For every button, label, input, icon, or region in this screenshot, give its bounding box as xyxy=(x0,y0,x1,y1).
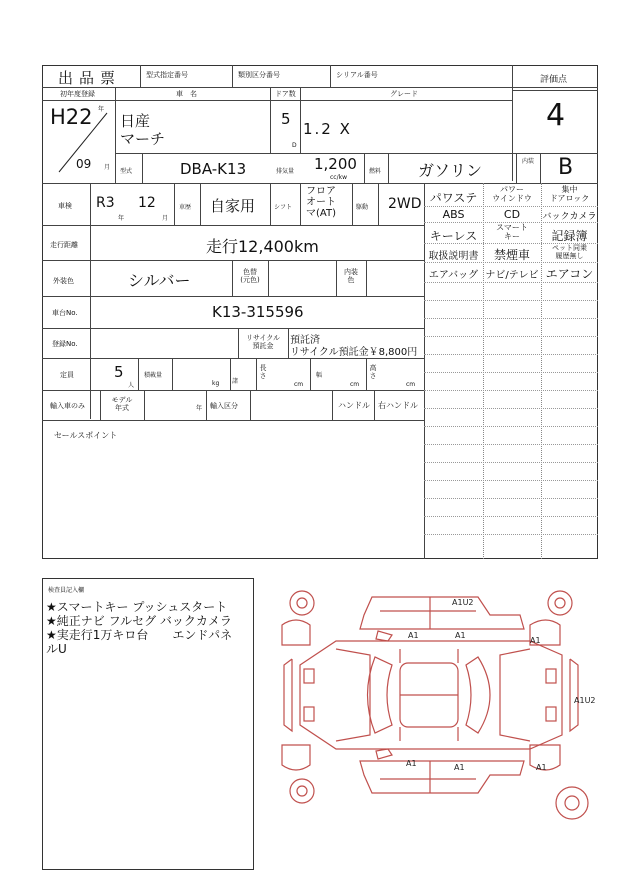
load-label: 積載量 xyxy=(144,372,163,379)
sales-point-label: セールスポイント xyxy=(54,431,118,440)
option-abs: ABS xyxy=(442,208,465,221)
inspector-note-3: ★実走行1万キロ台 エンドパネ xyxy=(46,628,233,642)
doors-label: ドア数 xyxy=(275,90,296,98)
damage-mark-5: A1U2 xyxy=(574,696,596,705)
height-unit: cm xyxy=(406,381,416,388)
grade-value: 1.2 X xyxy=(303,120,352,138)
import-category-label: 輸入区分 xyxy=(210,402,238,410)
option-no-pets: ペット同乗 履歴無し xyxy=(552,244,587,260)
model-code-label: 型式 xyxy=(120,168,133,175)
category-number-label: 類別区分番号 xyxy=(238,71,280,79)
option-power-window: パワー ウインドウ xyxy=(492,185,532,203)
exterior-color-label: 外装色 xyxy=(53,277,74,285)
registration-label: 登録No. xyxy=(52,340,78,348)
first-reg-era: H22 xyxy=(50,105,93,129)
model-year-unit: 年 xyxy=(196,405,203,412)
displacement-unit: cc/kw xyxy=(330,174,348,181)
damage-mark-6: A1 xyxy=(406,759,417,768)
height-label: 高 さ xyxy=(369,364,377,380)
usage-label: 車歴 xyxy=(179,204,192,211)
mileage-label: 走行距離 xyxy=(50,241,78,249)
car-maker: 日産 xyxy=(120,112,151,130)
interior-color-label: 内装 色 xyxy=(344,268,358,284)
handle-label: ハンドル xyxy=(338,401,370,410)
inspection-label: 車検 xyxy=(58,202,72,210)
first-reg-year-unit: 年 xyxy=(98,106,105,113)
damage-mark-2: A1 xyxy=(408,631,419,640)
interior-value: B xyxy=(558,155,574,180)
length-unit: cm xyxy=(294,381,304,388)
load-unit: kg xyxy=(212,380,220,387)
car-name-label: 車 名 xyxy=(176,90,197,98)
capacity-unit: 人 xyxy=(128,382,135,389)
option-power-steering: パワステ xyxy=(429,191,478,205)
shift-label: シフト xyxy=(274,204,293,211)
option-cd: CD xyxy=(503,208,521,221)
doors-suffix: D xyxy=(292,142,297,149)
score-label: 評価点 xyxy=(540,75,568,85)
type-cert-label: 型式指定番号 xyxy=(146,71,188,79)
capacity-value: 5 xyxy=(114,363,124,381)
width-label: 幅 xyxy=(316,372,323,379)
drive-label: 駆動 xyxy=(356,204,369,211)
option-back-camera: バックカメラ xyxy=(542,212,597,222)
form-title: 出品票 xyxy=(58,69,122,87)
option-manual: 取扱説明書 xyxy=(428,251,479,262)
length-label: 長 さ xyxy=(259,364,267,380)
inspection-month-unit: 月 xyxy=(162,215,169,222)
capacity-label: 定員 xyxy=(60,371,74,379)
inspector-note-4: ルU xyxy=(46,642,67,656)
serial-number-label: シリアル番号 xyxy=(336,71,378,79)
first-reg-month-unit: 月 xyxy=(104,164,111,171)
grade-label: グレード xyxy=(390,90,418,98)
usage-value: 自家用 xyxy=(210,197,256,215)
displacement-label: 排気量 xyxy=(276,168,295,175)
import-only-label: 輸入車のみ xyxy=(50,402,85,410)
option-central-lock: 集中 ドアロック xyxy=(549,185,590,203)
inspection-year-unit: 年 xyxy=(118,215,125,222)
drive-value: 2WD xyxy=(388,196,422,212)
fuel-value: ガソリン xyxy=(418,161,483,180)
exterior-color-value: シルバー xyxy=(128,271,191,290)
model-code-value: DBA-K13 xyxy=(180,160,247,178)
damage-mark-3: A1 xyxy=(455,631,466,640)
mileage-value: 走行12,400km xyxy=(206,237,319,256)
damage-mark-4: A1 xyxy=(530,636,541,645)
displacement-value: 1,200 xyxy=(314,155,357,173)
model-year-label: モデル 年式 xyxy=(111,396,133,412)
inspector-note-1: ★スマートキー プッシュスタート xyxy=(46,600,228,614)
option-navi-tv: ナビ/テレビ xyxy=(485,270,539,281)
option-record-book: 記録簿 xyxy=(551,229,588,243)
fuel-label: 燃料 xyxy=(369,168,382,175)
recycle-amount: リサイクル預託金￥8,800円 xyxy=(290,347,418,358)
damage-mark-7: A1 xyxy=(454,763,465,772)
inspector-note-2: ★純正ナビ フルセグ バックカメラ xyxy=(46,614,232,628)
car-model: マーチ xyxy=(120,130,166,148)
chassis-label: 車台No. xyxy=(52,309,78,317)
inspection-month: 12 xyxy=(138,195,156,211)
shift-value: フロア オート マ(AT) xyxy=(306,186,336,219)
doors-value: 5 xyxy=(281,110,291,128)
interior-label: 内装 xyxy=(521,158,534,165)
option-airbag: エアバッグ xyxy=(428,270,479,281)
first-reg-month: 09 xyxy=(76,157,92,171)
option-aircon: エアコン xyxy=(545,267,594,281)
score-value: 4 xyxy=(546,98,566,133)
inspector-label: 検査員記入欄 xyxy=(48,587,85,594)
option-smart-key: スマート キー xyxy=(496,223,528,241)
car-damage-diagram xyxy=(280,585,610,830)
color-change-label: 色替 (元色) xyxy=(240,268,260,284)
chassis-value: K13-315596 xyxy=(212,303,304,321)
option-non-smoking: 禁煙車 xyxy=(493,248,530,262)
first-reg-label: 初年度登録 xyxy=(60,90,95,98)
recycle-label: リサイクル 預託金 xyxy=(245,334,281,350)
width-unit: cm xyxy=(350,381,360,388)
damage-mark-8: A1 xyxy=(536,763,547,772)
recycle-status: 預託済 xyxy=(290,335,320,346)
damage-mark-1: A1U2 xyxy=(452,598,474,607)
option-keyless: キーレス xyxy=(429,229,478,243)
load-unit-tail: 諸 xyxy=(232,378,239,385)
inspection-era: R3 xyxy=(96,195,115,211)
handle-value: 右ハンドル xyxy=(378,401,418,410)
